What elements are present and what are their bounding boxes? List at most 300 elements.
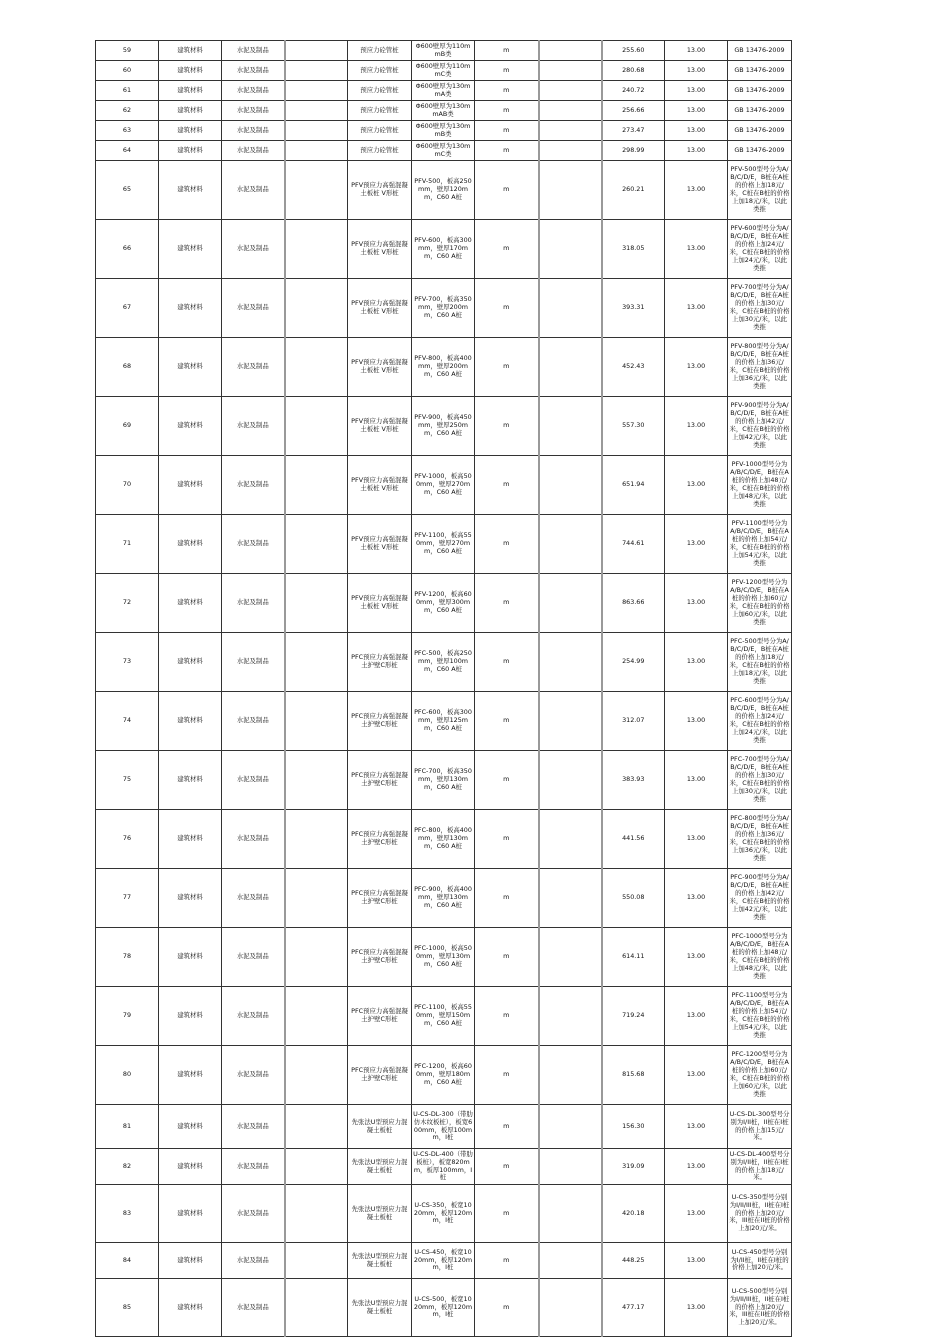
cell-category: 建筑材料 <box>159 810 222 869</box>
cell-no: 76 <box>96 810 159 869</box>
cell-category: 建筑材料 <box>159 1279 222 1337</box>
cell-name: 预应力砼管桩 <box>348 41 412 61</box>
cell-price: 719.24 <box>602 987 665 1046</box>
table-row <box>96 61 792 81</box>
cell-no: 68 <box>96 338 159 397</box>
cell-no: 66 <box>96 220 159 279</box>
cell-tax: 13.00 <box>665 121 728 141</box>
cell-subcategory: 水泥及制品 <box>222 220 285 279</box>
cell-blank-1 <box>285 574 348 633</box>
cell-price: 255.60 <box>602 41 665 61</box>
cell-price: 254.99 <box>602 633 665 692</box>
cell-subcategory: 水泥及制品 <box>222 751 285 810</box>
cell-blank-1 <box>285 987 348 1046</box>
table-row <box>96 810 792 869</box>
cell-spec: U-CS-DL-300（带肋仿木纹板桩），板宽600mm，板厚100mm，I桩 <box>412 1105 475 1149</box>
cell-subcategory: 水泥及制品 <box>222 338 285 397</box>
cell-category: 建筑材料 <box>159 574 222 633</box>
cell-spec: PFV-600，板高300mm，壁厚170mm，C60 A桩 <box>412 220 475 279</box>
cell-spec: PFV-800，板高400mm，壁厚200mm，C60 A桩 <box>412 338 475 397</box>
cell-price: 318.05 <box>602 220 665 279</box>
cell-name: PFV预应力高强混凝土板桩 V形桩 <box>348 220 412 279</box>
cell-tax: 13.00 <box>665 1243 728 1279</box>
cell-unit: m <box>475 987 539 1046</box>
cell-spec: U-CS-350，板宽1020mm，板厚120mm，I桩 <box>412 1185 475 1243</box>
cell-blank-2 <box>539 279 602 338</box>
cell-unit: m <box>475 751 539 810</box>
cell-unit: m <box>475 121 539 141</box>
cell-subcategory: 水泥及制品 <box>222 515 285 574</box>
cell-tax: 13.00 <box>665 1185 728 1243</box>
cell-spec: Φ600壁厚为130mmAB类 <box>412 101 475 121</box>
cell-spec: Φ600壁厚为130mmB类 <box>412 121 475 141</box>
cell-blank-2 <box>539 515 602 574</box>
cell-blank-1 <box>285 141 348 161</box>
cell-unit: m <box>475 397 539 456</box>
cell-tax: 13.00 <box>665 1105 728 1149</box>
cell-subcategory: 水泥及制品 <box>222 61 285 81</box>
table-row <box>96 121 792 141</box>
cell-blank-1 <box>285 397 348 456</box>
cell-blank-2 <box>539 751 602 810</box>
cell-subcategory: 水泥及制品 <box>222 633 285 692</box>
cell-price: 557.30 <box>602 397 665 456</box>
table-row <box>96 279 792 338</box>
cell-subcategory: 水泥及制品 <box>222 161 285 220</box>
cell-subcategory: 水泥及制品 <box>222 692 285 751</box>
cell-subcategory: 水泥及制品 <box>222 1243 285 1279</box>
cell-note: PFC-900型号分为A/B/C/D/E，B桩在A桩的价格上加42元/米，C桩在B桩的价格上加42元/米，以此类推 <box>728 869 792 928</box>
cell-spec: Φ600壁厚为130mmA类 <box>412 81 475 101</box>
cell-unit: m <box>475 220 539 279</box>
cell-note: U-CS-350型号分别为I/II/III桩，II桩在I桩的价格上加20元/米，III桩在II桩的价格上加20元/米。 <box>728 1185 792 1243</box>
cell-price: 319.09 <box>602 1149 665 1185</box>
table-row <box>96 1046 792 1105</box>
cell-note: U-CS-DL-400型号分别为I/II桩，II桩在I桩的价格上加18元/米。 <box>728 1149 792 1185</box>
cell-subcategory: 水泥及制品 <box>222 574 285 633</box>
cell-name: 先张法U型预应力混凝土板桩 <box>348 1279 412 1337</box>
cell-tax: 13.00 <box>665 61 728 81</box>
cell-blank-2 <box>539 1243 602 1279</box>
cell-no: 64 <box>96 141 159 161</box>
cell-note: PFV-1100型号分为A/B/C/D/E，B桩在A桩的价格上加54元/米，C桩在B桩的价格上加54元/米，以此类推 <box>728 515 792 574</box>
table-row <box>96 633 792 692</box>
cell-price: 651.94 <box>602 456 665 515</box>
cell-price: 477.17 <box>602 1279 665 1337</box>
cell-blank-2 <box>539 574 602 633</box>
cell-no: 77 <box>96 869 159 928</box>
cell-subcategory: 水泥及制品 <box>222 279 285 338</box>
cell-category: 建筑材料 <box>159 101 222 121</box>
cell-spec: U-CS-DL-400（带肋板桩），板宽820mm，板厚100mm，I桩 <box>412 1149 475 1185</box>
cell-blank-2 <box>539 41 602 61</box>
cell-note: PFV-500型号分为A/B/C/D/E，B桩在A桩的价格上加18元/米，C桩在B桩的价格上加18元/米，以此类推 <box>728 161 792 220</box>
cell-blank-1 <box>285 1046 348 1105</box>
cell-blank-1 <box>285 1149 348 1185</box>
cell-no: 80 <box>96 1046 159 1105</box>
cell-no: 81 <box>96 1105 159 1149</box>
table-row <box>96 397 792 456</box>
cell-spec: PFV-700，板高350mm，壁厚200mm，C60 A桩 <box>412 279 475 338</box>
cell-tax: 13.00 <box>665 101 728 121</box>
cell-name: PFV预应力高强混凝土板桩 V形桩 <box>348 161 412 220</box>
table-row <box>96 1243 792 1279</box>
cell-price: 156.30 <box>602 1105 665 1149</box>
cell-tax: 13.00 <box>665 692 728 751</box>
cell-blank-2 <box>539 397 602 456</box>
cell-blank-2 <box>539 1279 602 1337</box>
table-row <box>96 1105 792 1149</box>
cell-category: 建筑材料 <box>159 61 222 81</box>
table-row <box>96 1149 792 1185</box>
cell-unit: m <box>475 515 539 574</box>
cell-note: PFC-1100型号分为A/B/C/D/E，B桩在A桩的价格上加54元/米，C桩在B桩的价格上加54元/米，以此类推 <box>728 987 792 1046</box>
cell-unit: m <box>475 1243 539 1279</box>
cell-tax: 13.00 <box>665 928 728 987</box>
cell-blank-2 <box>539 121 602 141</box>
cell-name: PFC预应力高强混凝土护壁C形桩 <box>348 810 412 869</box>
cell-unit: m <box>475 1046 539 1105</box>
cell-price: 260.21 <box>602 161 665 220</box>
cell-spec: PFC-1000，板高500mm，壁厚130mm，C60 A桩 <box>412 928 475 987</box>
cell-unit: m <box>475 61 539 81</box>
cell-blank-2 <box>539 81 602 101</box>
cell-name: PFC预应力高强混凝土护壁C形桩 <box>348 928 412 987</box>
cell-no: 65 <box>96 161 159 220</box>
cell-name: 预应力砼管桩 <box>348 101 412 121</box>
cell-blank-2 <box>539 220 602 279</box>
cell-subcategory: 水泥及制品 <box>222 1046 285 1105</box>
table-row <box>96 751 792 810</box>
cell-blank-1 <box>285 121 348 141</box>
cell-blank-2 <box>539 101 602 121</box>
cell-tax: 13.00 <box>665 338 728 397</box>
cell-spec: PFV-900，板高450mm，壁厚250mm，C60 A桩 <box>412 397 475 456</box>
cell-blank-2 <box>539 869 602 928</box>
cell-price: 312.07 <box>602 692 665 751</box>
cell-name: PFV预应力高强混凝土板桩 V形桩 <box>348 279 412 338</box>
cell-blank-1 <box>285 633 348 692</box>
cell-unit: m <box>475 1105 539 1149</box>
cell-price: 393.31 <box>602 279 665 338</box>
cell-price: 614.11 <box>602 928 665 987</box>
cell-note: PFV-700型号分为A/B/C/D/E，B桩在A桩的价格上加30元/米，C桩在B桩的价格上加30元/米，以此类推 <box>728 279 792 338</box>
cell-price: 815.68 <box>602 1046 665 1105</box>
cell-spec: PFV-1000，板高500mm，壁厚270mm，C60 A桩 <box>412 456 475 515</box>
cell-subcategory: 水泥及制品 <box>222 141 285 161</box>
cell-subcategory: 水泥及制品 <box>222 1149 285 1185</box>
cell-blank-1 <box>285 456 348 515</box>
cell-blank-2 <box>539 928 602 987</box>
cell-name: 先张法U型预应力混凝土板桩 <box>348 1149 412 1185</box>
cell-no: 72 <box>96 574 159 633</box>
cell-subcategory: 水泥及制品 <box>222 456 285 515</box>
cell-blank-2 <box>539 61 602 81</box>
cell-category: 建筑材料 <box>159 751 222 810</box>
cell-spec: PFC-800，板高400mm，壁厚130mm，C60 A桩 <box>412 810 475 869</box>
cell-subcategory: 水泥及制品 <box>222 101 285 121</box>
cell-spec: Φ600壁厚为130mmC类 <box>412 141 475 161</box>
cell-price: 441.56 <box>602 810 665 869</box>
cell-blank-1 <box>285 81 348 101</box>
cell-category: 建筑材料 <box>159 121 222 141</box>
cell-blank-1 <box>285 101 348 121</box>
cell-no: 70 <box>96 456 159 515</box>
table-row <box>96 141 792 161</box>
cell-note: GB 13476-2009 <box>728 61 792 81</box>
cell-tax: 13.00 <box>665 810 728 869</box>
cell-price: 420.18 <box>602 1185 665 1243</box>
cell-category: 建筑材料 <box>159 161 222 220</box>
cell-note: U-CS-DL-300型号分别为I/II桩，II桩在I桩的价格上加15元/米。 <box>728 1105 792 1149</box>
table-row <box>96 1279 792 1337</box>
cell-category: 建筑材料 <box>159 81 222 101</box>
cell-no: 60 <box>96 61 159 81</box>
cell-tax: 13.00 <box>665 41 728 61</box>
cell-spec: PFC-600，板高300mm，壁厚125mm，C60 A桩 <box>412 692 475 751</box>
cell-unit: m <box>475 141 539 161</box>
cell-name: 预应力砼管桩 <box>348 121 412 141</box>
cell-no: 84 <box>96 1243 159 1279</box>
cell-tax: 13.00 <box>665 515 728 574</box>
cell-subcategory: 水泥及制品 <box>222 397 285 456</box>
cell-blank-1 <box>285 161 348 220</box>
cell-unit: m <box>475 810 539 869</box>
cell-blank-1 <box>285 1279 348 1337</box>
cell-unit: m <box>475 338 539 397</box>
cell-unit: m <box>475 1279 539 1337</box>
cell-spec: PFC-500，板高250mm，壁厚100mm，C60 A桩 <box>412 633 475 692</box>
cell-blank-2 <box>539 1046 602 1105</box>
cell-note: GB 13476-2009 <box>728 81 792 101</box>
cell-spec: U-CS-450，板宽1020mm，板厚120mm，I桩 <box>412 1243 475 1279</box>
table-row <box>96 456 792 515</box>
cell-name: PFV预应力高强混凝土板桩 V形桩 <box>348 515 412 574</box>
cell-no: 71 <box>96 515 159 574</box>
cell-price: 448.25 <box>602 1243 665 1279</box>
cell-tax: 13.00 <box>665 81 728 101</box>
cell-spec: PFV-1200，板高600mm，壁厚300mm，C60 A桩 <box>412 574 475 633</box>
cell-note: PFV-600型号分为A/B/C/D/E，B桩在A桩的价格上加24元/米，C桩在B桩的价格上加24元/米，以此类推 <box>728 220 792 279</box>
cell-note: GB 13476-2009 <box>728 141 792 161</box>
cell-name: 预应力砼管桩 <box>348 81 412 101</box>
cell-name: 先张法U型预应力混凝土板桩 <box>348 1105 412 1149</box>
cell-note: PFC-700型号分为A/B/C/D/E，B桩在A桩的价格上加30元/米，C桩在B桩的价格上加30元/米，以此类推 <box>728 751 792 810</box>
cell-price: 383.93 <box>602 751 665 810</box>
cell-unit: m <box>475 869 539 928</box>
cell-blank-2 <box>539 1185 602 1243</box>
cell-name: 先张法U型预应力混凝土板桩 <box>348 1243 412 1279</box>
cell-category: 建筑材料 <box>159 41 222 61</box>
cell-subcategory: 水泥及制品 <box>222 1279 285 1337</box>
cell-price: 280.68 <box>602 61 665 81</box>
cell-unit: m <box>475 101 539 121</box>
cell-no: 85 <box>96 1279 159 1337</box>
cell-spec: Φ600壁厚为110mmB类 <box>412 41 475 61</box>
cell-tax: 13.00 <box>665 397 728 456</box>
cell-tax: 13.00 <box>665 574 728 633</box>
cell-category: 建筑材料 <box>159 692 222 751</box>
cell-no: 61 <box>96 81 159 101</box>
cell-price: 452.43 <box>602 338 665 397</box>
cell-subcategory: 水泥及制品 <box>222 121 285 141</box>
cell-blank-2 <box>539 456 602 515</box>
cell-tax: 13.00 <box>665 751 728 810</box>
cell-category: 建筑材料 <box>159 220 222 279</box>
cell-unit: m <box>475 692 539 751</box>
cell-note: PFC-800型号分为A/B/C/D/E，B桩在A桩的价格上加36元/米，C桩在B桩的价格上加36元/米，以此类推 <box>728 810 792 869</box>
cell-unit: m <box>475 81 539 101</box>
cell-price: 550.08 <box>602 869 665 928</box>
cell-note: U-CS-450型号分别为I/II桩，II桩在I桩的价格上加20元/米。 <box>728 1243 792 1279</box>
cell-name: PFV预应力高强混凝土板桩 V形桩 <box>348 397 412 456</box>
cell-blank-1 <box>285 810 348 869</box>
cell-blank-1 <box>285 279 348 338</box>
table-row <box>96 81 792 101</box>
cell-blank-2 <box>539 141 602 161</box>
table-row <box>96 928 792 987</box>
cell-category: 建筑材料 <box>159 633 222 692</box>
price-table <box>95 40 792 1337</box>
cell-tax: 13.00 <box>665 1046 728 1105</box>
cell-name: PFV预应力高强混凝土板桩 V形桩 <box>348 574 412 633</box>
cell-category: 建筑材料 <box>159 987 222 1046</box>
cell-category: 建筑材料 <box>159 456 222 515</box>
cell-category: 建筑材料 <box>159 279 222 338</box>
cell-no: 69 <box>96 397 159 456</box>
cell-blank-1 <box>285 1185 348 1243</box>
cell-name: PFC预应力高强混凝土护壁C形桩 <box>348 633 412 692</box>
cell-name: 先张法U型预应力混凝土板桩 <box>348 1185 412 1243</box>
cell-category: 建筑材料 <box>159 141 222 161</box>
table-row <box>96 515 792 574</box>
cell-no: 59 <box>96 41 159 61</box>
cell-spec: PFC-700，板高350mm，壁厚130mm，C60 A桩 <box>412 751 475 810</box>
cell-blank-2 <box>539 810 602 869</box>
cell-no: 62 <box>96 101 159 121</box>
cell-blank-1 <box>285 1105 348 1149</box>
cell-no: 79 <box>96 987 159 1046</box>
table-row <box>96 161 792 220</box>
cell-subcategory: 水泥及制品 <box>222 869 285 928</box>
cell-subcategory: 水泥及制品 <box>222 987 285 1046</box>
table-row <box>96 101 792 121</box>
cell-tax: 13.00 <box>665 1279 728 1337</box>
table-row <box>96 574 792 633</box>
cell-unit: m <box>475 161 539 220</box>
cell-blank-2 <box>539 692 602 751</box>
cell-spec: Φ600壁厚为110mmC类 <box>412 61 475 81</box>
cell-note: GB 13476-2009 <box>728 101 792 121</box>
cell-category: 建筑材料 <box>159 515 222 574</box>
cell-category: 建筑材料 <box>159 397 222 456</box>
cell-subcategory: 水泥及制品 <box>222 1105 285 1149</box>
cell-blank-2 <box>539 1149 602 1185</box>
cell-category: 建筑材料 <box>159 928 222 987</box>
cell-note: U-CS-500型号分别为I/II/III桩，II桩在I桩的价格上加20元/米，III桩在II桩的价格上加20元/米。 <box>728 1279 792 1337</box>
cell-blank-1 <box>285 515 348 574</box>
cell-tax: 13.00 <box>665 869 728 928</box>
cell-subcategory: 水泥及制品 <box>222 41 285 61</box>
cell-category: 建筑材料 <box>159 338 222 397</box>
cell-unit: m <box>475 633 539 692</box>
cell-note: GB 13476-2009 <box>728 41 792 61</box>
cell-subcategory: 水泥及制品 <box>222 928 285 987</box>
cell-category: 建筑材料 <box>159 1046 222 1105</box>
cell-price: 240.72 <box>602 81 665 101</box>
cell-note: PFC-600型号分为A/B/C/D/E，B桩在A桩的价格上加24元/米，C桩在B桩的价格上加24元/米，以此类推 <box>728 692 792 751</box>
cell-blank-1 <box>285 220 348 279</box>
cell-blank-1 <box>285 869 348 928</box>
cell-blank-1 <box>285 928 348 987</box>
cell-name: 预应力砼管桩 <box>348 141 412 161</box>
cell-note: PFV-900型号分为A/B/C/D/E，B桩在A桩的价格上加42元/米，C桩在B桩的价格上加42元/米，以此类推 <box>728 397 792 456</box>
cell-blank-2 <box>539 633 602 692</box>
cell-tax: 13.00 <box>665 456 728 515</box>
cell-name: 预应力砼管桩 <box>348 61 412 81</box>
cell-name: PFV预应力高强混凝土板桩 V形桩 <box>348 338 412 397</box>
cell-spec: U-CS-500，板宽1020mm，板厚120mm，I桩 <box>412 1279 475 1337</box>
cell-name: PFV预应力高强混凝土板桩 V形桩 <box>348 456 412 515</box>
cell-unit: m <box>475 456 539 515</box>
cell-name: PFC预应力高强混凝土护壁C形桩 <box>348 692 412 751</box>
cell-category: 建筑材料 <box>159 869 222 928</box>
cell-no: 73 <box>96 633 159 692</box>
cell-unit: m <box>475 1149 539 1185</box>
cell-note: PFV-1000型号分为A/B/C/D/E，B桩在A桩的价格上加48元/米，C桩在B桩的价格上加48元/米，以此类推 <box>728 456 792 515</box>
cell-price: 256.66 <box>602 101 665 121</box>
cell-unit: m <box>475 1185 539 1243</box>
cell-spec: PFV-1100，板高550mm，壁厚270mm，C60 A桩 <box>412 515 475 574</box>
cell-note: GB 13476-2009 <box>728 121 792 141</box>
cell-blank-1 <box>285 692 348 751</box>
cell-name: PFC预应力高强混凝土护壁C形桩 <box>348 751 412 810</box>
cell-category: 建筑材料 <box>159 1243 222 1279</box>
cell-blank-1 <box>285 41 348 61</box>
cell-note: PFV-1200型号分为A/B/C/D/E，B桩在A桩的价格上加60元/米，C桩在B桩的价格上加60元/米，以此类推 <box>728 574 792 633</box>
cell-category: 建筑材料 <box>159 1149 222 1185</box>
cell-note: PFC-500型号分为A/B/C/D/E，B桩在A桩的价格上加18元/米，C桩在B桩的价格上加18元/米，以此类推 <box>728 633 792 692</box>
cell-no: 75 <box>96 751 159 810</box>
cell-price: 863.66 <box>602 574 665 633</box>
cell-note: PFC-1000型号分为A/B/C/D/E，B桩在A桩的价格上加48元/米，C桩在B桩的价格上加48元/米，以此类推 <box>728 928 792 987</box>
cell-no: 82 <box>96 1149 159 1185</box>
cell-name: PFC预应力高强混凝土护壁C形桩 <box>348 1046 412 1105</box>
cell-spec: PFC-1100，板高550mm，壁厚150mm，C60 A桩 <box>412 987 475 1046</box>
cell-subcategory: 水泥及制品 <box>222 810 285 869</box>
cell-no: 74 <box>96 692 159 751</box>
cell-blank-2 <box>539 161 602 220</box>
cell-name: PFC预应力高强混凝土护壁C形桩 <box>348 987 412 1046</box>
table-row <box>96 338 792 397</box>
cell-price: 273.47 <box>602 121 665 141</box>
cell-tax: 13.00 <box>665 141 728 161</box>
cell-tax: 13.00 <box>665 987 728 1046</box>
table-row <box>96 1185 792 1243</box>
table-row <box>96 220 792 279</box>
cell-note: PFV-800型号分为A/B/C/D/E，B桩在A桩的价格上加36元/米，C桩在B桩的价格上加36元/米，以此类推 <box>728 338 792 397</box>
cell-tax: 13.00 <box>665 161 728 220</box>
cell-blank-2 <box>539 338 602 397</box>
cell-category: 建筑材料 <box>159 1105 222 1149</box>
cell-blank-2 <box>539 1105 602 1149</box>
cell-blank-1 <box>285 338 348 397</box>
cell-tax: 13.00 <box>665 279 728 338</box>
cell-tax: 13.00 <box>665 633 728 692</box>
cell-spec: PFC-1200，板高600mm，壁厚180mm，C60 A桩 <box>412 1046 475 1105</box>
cell-blank-2 <box>539 987 602 1046</box>
cell-unit: m <box>475 574 539 633</box>
